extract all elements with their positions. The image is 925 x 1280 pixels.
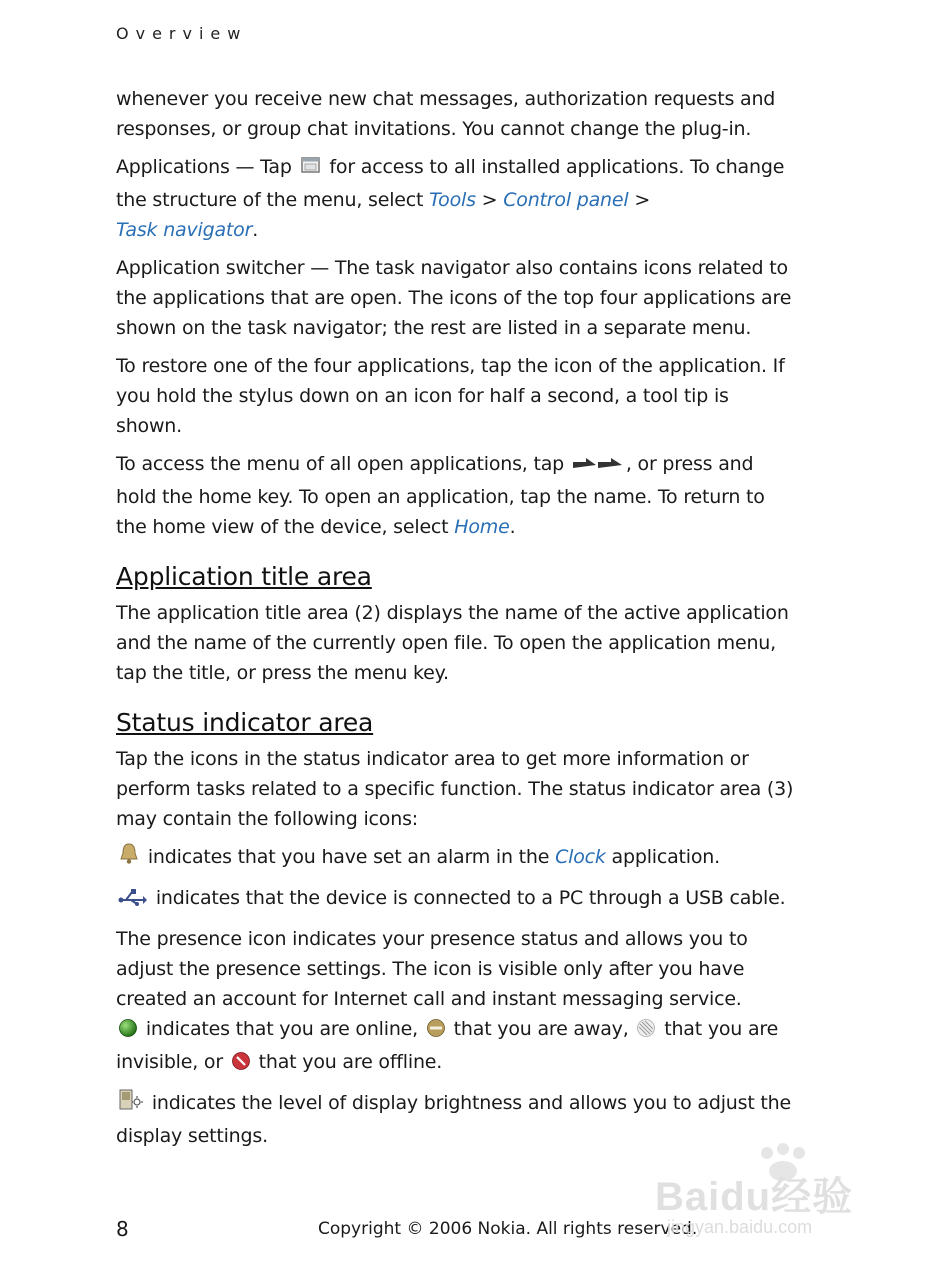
offline-status-icon — [231, 1050, 251, 1080]
paragraph-usb: indicates that the device is connected to a PC through a USB cable. — [116, 883, 796, 916]
heading-application-title-area: Application title area — [116, 562, 372, 591]
link-home[interactable]: Home — [454, 516, 510, 538]
heading-status-indicator-area: Status indicator area — [116, 708, 374, 737]
alarm-bell-icon — [118, 842, 140, 875]
paragraph-status-intro: Tap the icons in the status indicator area to get more information or perform tasks related to a specific function. The status indicator area (3) may contain the following icons: — [116, 748, 794, 830]
paragraph-alarm: indicates that you have set an alarm in the Clock application. — [116, 842, 796, 875]
watermark-logo: Baidu经验 — [655, 1175, 854, 1219]
link-clock[interactable]: Clock — [555, 846, 606, 868]
paragraph-switcher: Application switcher — The task navigator also contains icons related to the applications that are open. The icons of the top four applications are shown on the task navigator; the rest are listed in a separate menu. — [116, 257, 792, 339]
term-applications: Applications — [116, 156, 230, 178]
term-application-switcher: Application switcher — [116, 257, 305, 279]
running-header: Overview — [116, 24, 248, 43]
copyright-notice: Copyright © 2006 Nokia. All rights reserved. — [318, 1219, 698, 1239]
baidu-watermark — [655, 1145, 870, 1245]
brightness-icon — [118, 1088, 144, 1121]
away-status-icon — [426, 1017, 446, 1047]
applications-icon — [300, 155, 322, 185]
invisible-status-icon — [636, 1017, 656, 1047]
paragraph-brightness: indicates the level of display brightness and allows you to adjust the display settings. — [116, 1088, 796, 1151]
paragraph-title-area: The application title area (2) displays the name of the active application and the name of the currently open file. To open the application menu, tap the title, or press the menu key. — [116, 602, 789, 684]
paragraph-restore: To restore one of the four applications, tap the icon of the application. If you hold the stylus down on an icon for half a second, a tool tip is shown. — [116, 355, 785, 437]
link-task-navigator[interactable]: Task navigator — [116, 219, 253, 241]
page-number: 8 — [116, 1217, 129, 1241]
watermark-url: jingyan.baidu.com — [667, 1217, 813, 1237]
link-tools[interactable]: Tools — [429, 189, 476, 211]
link-control-panel[interactable]: Control panel — [503, 189, 629, 211]
usb-icon — [118, 885, 148, 916]
online-status-icon — [118, 1017, 138, 1047]
paragraph-applications: Applications — Tap for access to all installed applications. To change the structure of the menu, select Tools > Control panel > Task navigator. — [116, 156, 785, 241]
double-arrow-icon — [572, 452, 624, 482]
paragraph-access: To access the menu of all open applications, tap , or press and hold the home key. To open an application, tap the name. To return to the home view of the device, select Home. — [116, 453, 765, 538]
paragraph-plugin: whenever you receive new chat messages, authorization requests and responses, or group chat invitations. You cannot change the plug-in. — [116, 88, 776, 140]
paragraph-presence: The presence icon indicates your presence status and allows you to adjust the presence settings. The icon is visible only after you have created an account for Internet call and instant messaging service. indicates that you are online, that you are away, that you are invisible, or that you are offline. — [116, 924, 796, 1080]
page-body — [116, 84, 796, 1159]
